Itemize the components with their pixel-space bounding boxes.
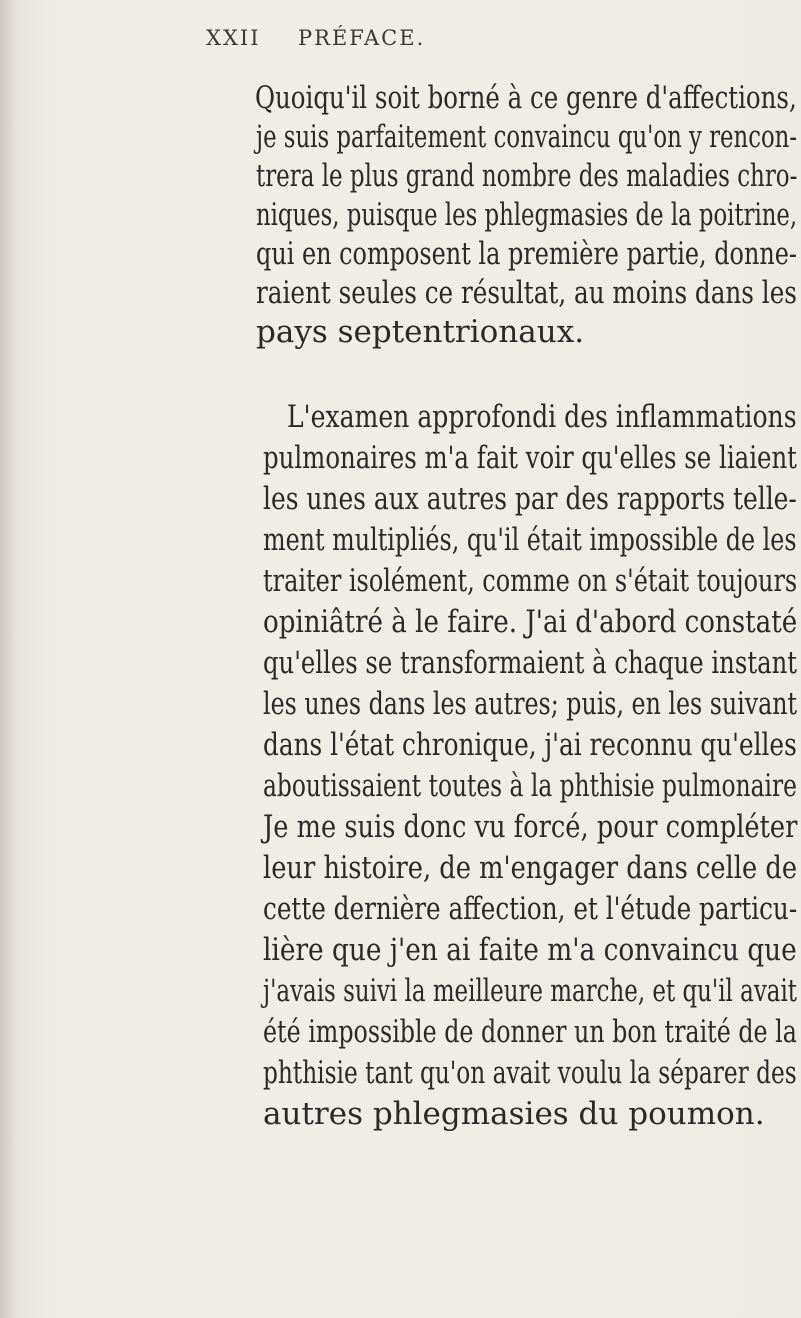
text-line: lière que j'en ai faite m'a convaincu que xyxy=(263,932,797,968)
text-line: cette dernière affection, et l'étude particu- xyxy=(263,891,798,927)
text-line: les unes aux autres par des rapports telle- xyxy=(263,481,797,517)
text-line: dans l'état chronique, j'ai reconnu qu'elles xyxy=(263,727,797,763)
text-line: raient seules ce résultat, au moins dans les xyxy=(256,275,797,311)
text-line: qu'elles se transformaient à chaque instant xyxy=(263,645,797,681)
text-line: ment multipliés, qu'il était impossible de les xyxy=(263,522,797,558)
text-line: qui en composent la première partie, donne- xyxy=(256,236,798,272)
text-line: opiniâtré à le faire. J'ai d'abord constaté xyxy=(263,604,798,640)
page-number: XXII xyxy=(206,26,261,50)
text-line: je suis parfaitement convaincu qu'on y rencon- xyxy=(256,119,798,155)
text-line: pulmonaires m'a fait voir qu'elles se liaient xyxy=(263,440,797,476)
text-line: trera le plus grand nombre des maladies chro- xyxy=(256,158,798,194)
text-line: autres phlegmasies du poumon. xyxy=(263,1096,765,1132)
text-line: Je me suis donc vu forcé, pour compléter xyxy=(263,809,798,845)
spine-shadow xyxy=(0,0,18,1318)
text-line: L'examen approfondi des inflammations xyxy=(287,399,797,435)
text-line: aboutissaient toutes à la phthisie pulmonaire xyxy=(263,768,797,804)
text-line: pays septentrionaux. xyxy=(256,314,585,350)
text-line: les unes dans les autres; puis, en les suivant xyxy=(263,686,798,722)
text-line: j'avais suivi la meilleure marche, et qu'il avait xyxy=(263,973,798,1009)
running-title: PRÉFACE. xyxy=(298,26,426,50)
text-line: traiter isolément, comme on s'était toujours xyxy=(263,563,798,599)
text-line: leur histoire, de m'engager dans celle de xyxy=(263,850,798,886)
text-line: phthisie tant qu'on avait voulu la séparer des xyxy=(263,1055,797,1091)
text-line: été impossible de donner un bon traité de la xyxy=(263,1014,797,1050)
text-line: niques, puisque les phlegmasies de la poitrine, xyxy=(256,197,798,233)
text-line: Quoiqu'il soit borné à ce genre d'affections, xyxy=(255,80,797,116)
page-header xyxy=(206,14,626,54)
